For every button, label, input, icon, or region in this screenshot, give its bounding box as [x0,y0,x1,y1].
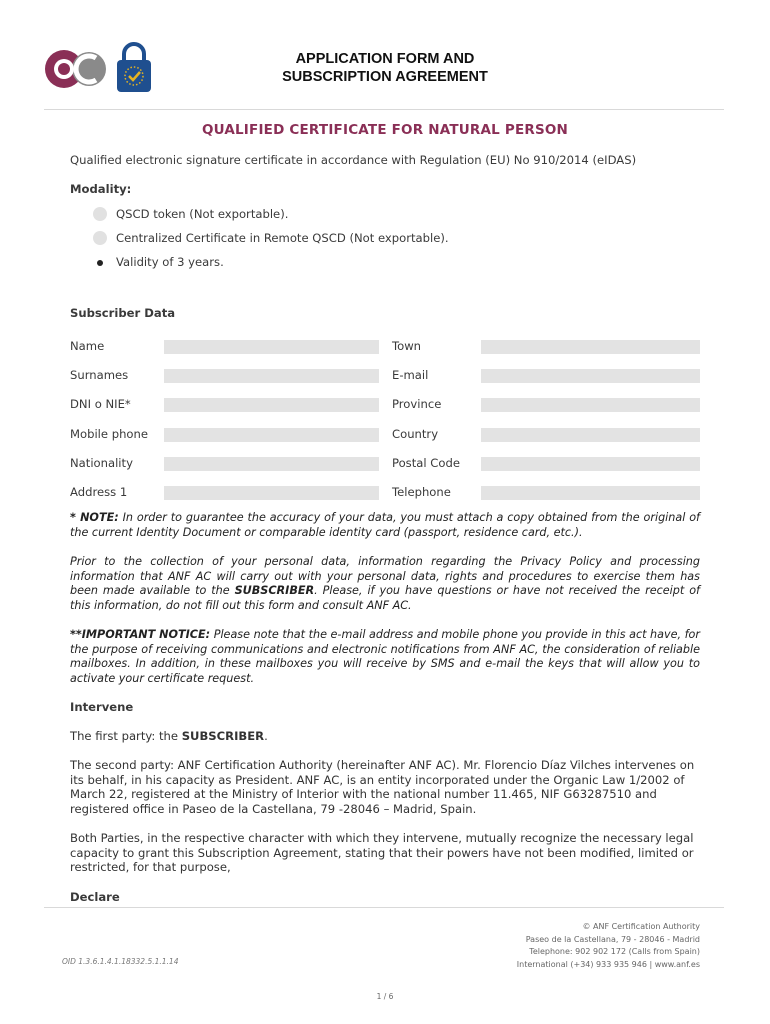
footer-line-1: © ANF Certification Authority [582,922,700,931]
country-label: Country [392,427,439,441]
country-field[interactable] [481,428,700,442]
subscriber-data-label: Subscriber Data [70,306,176,320]
note-text: In order to guarantee the accuracy of your data, you must attach a copy obtained from the original of the current Identity Document or comparable identity card (passport, residence card, etc.). [70,511,700,539]
document-title: QUALIFIED CERTIFICATE FOR NATURAL PERSON [201,122,569,138]
telephone-label: Telephone [392,485,451,499]
radio-centralized-certificate[interactable] [93,231,107,245]
important-notice-paragraph [70,628,700,686]
postal-code-label: Postal Code [392,456,460,470]
header-title-line1: APPLICATION FORM AND [295,51,475,67]
surnames-field[interactable] [164,369,379,383]
oid-label: OID 1.3.6.1.4.1.18332.5.1.1.14 [62,957,179,966]
dni-nie-field[interactable] [164,398,379,412]
option-validity-label: Validity of 3 years. [116,255,224,269]
dni-nie-label: DNI o NIE* [70,397,131,411]
form-header-title [240,50,530,86]
important-prefix: **IMPORTANT NOTICE: [70,628,211,641]
anf-ac-logo [44,42,156,96]
address-label: Address 1 [70,485,128,499]
privacy-paragraph [70,555,700,613]
province-field[interactable] [481,398,700,412]
intro-text: Qualified electronic signature certificate in accordance with Regulation (EU) No 910/2014 (eIDAS) [70,153,637,167]
privacy-text-1: Prior to the collection of your personal data, information regarding the Privacy Policy and processing information that ANF AC will carry out with your personal data, rights and procedures to exercise them has been made available to the [70,555,700,598]
name-field[interactable] [164,340,379,354]
email-field[interactable] [481,369,700,383]
town-field[interactable] [481,340,700,354]
header-title-line2: SUBSCRIPTION AGREEMENT [282,69,488,85]
option-centralized-label: Centralized Certificate in Remote QSCD (Not exportable). [116,231,449,245]
name-label: Name [70,339,105,353]
telephone-field[interactable] [481,486,700,500]
province-label: Province [392,397,442,411]
declare-heading: Declare [70,890,120,904]
nationality-field[interactable] [164,457,379,471]
footer-line-2: Paseo de la Castellana, 79 - 28046 - Madrid [525,934,700,944]
first-party-text [70,729,700,744]
second-party-text: The second party: ANF Certification Authority (hereinafter ANF AC). Mr. Florencio Díaz Vilches intervenes on its behalf, in his capacity as President. ANF AC, is an entity incorporated under the Organic Law 1/2002 of March 22, registered at the Ministry of Interior with the national number 11.465, NIF G63287510 and registered office in Paseo de la Castellana, 79 -28046 – Madrid, Spain. [70,758,695,816]
intervene-heading: Intervene [70,700,134,714]
town-label: Town [392,339,422,353]
nationality-label: Nationality [70,456,133,470]
email-label: E-mail [392,368,429,382]
footer-line-3: Telephone: 902 902 172 (Calls from Spain) [529,947,700,956]
postal-code-field[interactable] [481,457,700,471]
page-number: 1 / 6 [376,992,394,1001]
first-party-suffix: . [264,729,268,743]
option-qscd-token-label: QSCD token (Not exportable). [116,207,289,221]
note-prefix: * NOTE: [70,511,119,524]
radio-validity-3-years[interactable] [93,256,107,270]
mobile-phone-field[interactable] [164,428,379,442]
footer-line-4: International (+34) 933 935 946 | www.anf.es [516,959,700,969]
both-parties-text: Both Parties, in the respective character with which they intervene, mutually recognize the necessary legal capacity to grant this Subscription Agreement, stating that their powers have not been modified, limited or restricted, for that purpose, [70,831,694,875]
radio-qscd-token[interactable] [93,207,107,221]
address-field[interactable] [164,486,379,500]
modality-label: Modality: [70,182,132,196]
privacy-text-2: . Please, if you have questions or have not received the receipt of this information, do not fill out this form and consult ANF AC. [70,584,700,612]
header-divider [44,109,724,110]
mobile-phone-label: Mobile phone [70,427,148,441]
important-text: Please note that the e-mail address and mobile phone you provide in this act have, for the purpose of receiving communications and electronic notifications from ANF AC, the consideration of reliable mailboxes. In addition, in these mailboxes you will receive by SMS and e-mail the keys that will allow you to activate your certificate request. [70,628,701,685]
note-paragraph [70,511,700,540]
footer-address [460,921,700,971]
first-party-prefix: The first party: the [70,729,182,743]
first-party-subscriber: SUBSCRIBER [181,729,265,743]
footer-divider [44,907,724,908]
surnames-label: Surnames [70,368,129,382]
privacy-subscriber: SUBSCRIBER [234,584,315,598]
